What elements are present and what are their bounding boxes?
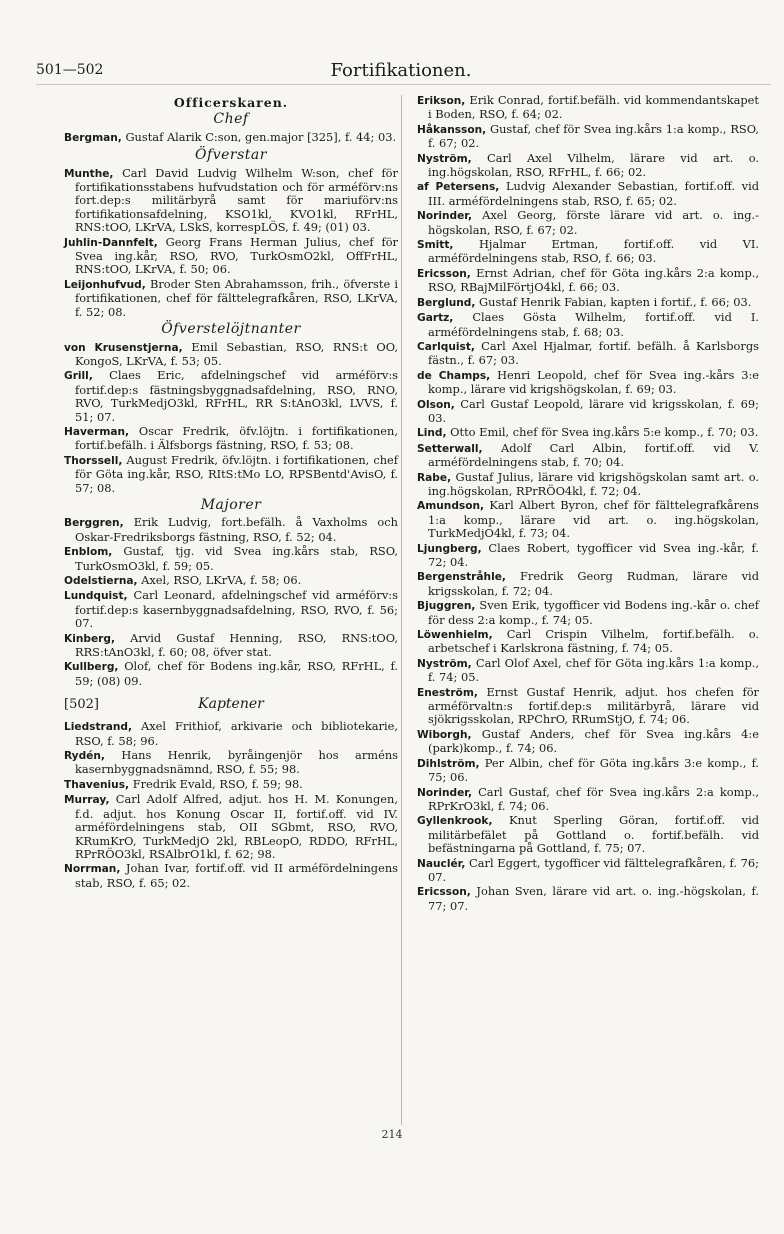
officer-entry [64,589,398,630]
officer-surname: Olson, [417,398,455,411]
officer-details: Axel Frithiof, arkivarie och bibliotekarie, RSO, f. 58; 96. [75,719,398,748]
officer-details: Henri Leopold, chef för Svea ing.-kårs 3:e komp., lärare vid krigshögskolan, f. 69; 03. [428,367,760,397]
page-ref-marker: [502] [64,697,99,713]
officer-entry [417,628,759,656]
officer-surname: Leijonhufvud, [64,278,146,291]
officer-surname: Kullberg, [64,661,119,674]
officer-entry [64,574,398,588]
officer-entry [417,599,759,627]
header-rule [36,84,771,85]
rank-heading: Kaptener [198,696,264,713]
officer-surname: Setterwall, [417,442,483,455]
officer-details: Claes Eric, afdelningschef vid arméförv:s fortif.dep:s fästningsbyggnadsafdelning, RSO, RNO, RVO, TurkMedjO3kl, RFrHL, RR S:tAnO3kl, LVVS, f. 51; 07. [75,368,399,424]
officer-surname: Ljungberg, [417,542,482,555]
officer-entry [417,471,759,499]
officer-details: Carl Axel Vilhelm, lärare vid art. o. ing.högskolan, RSO, RFrHL, f. 66; 02. [428,150,759,180]
officer-entry [417,757,759,785]
officer-entry [417,369,759,397]
officer-details: Arvid Gustaf Henning, RSO, RNS:tOO, RRS:tAnO3kl, f. 60; 08, öfver stat. [75,630,398,660]
column-divider [401,95,402,1125]
officer-entry [64,778,398,792]
officer-details: Carl Eggert, tygofficer vid fälttelegrafkåren, f. 76; 07. [428,855,759,884]
officer-details: Georg Frans Herman Julius, chef för Svea ing.kår, RSO, RVO, TurkOsmO2kl, OffFrHL, RNS:tOO, LKrVA, f. 50; 06. [75,234,398,277]
officer-entry [64,660,398,688]
officer-surname: Nauclér, [417,857,466,870]
officer-entry [64,454,398,495]
officer-surname: af Petersens, [417,181,500,194]
officer-surname: Enblom, [64,546,113,559]
officer-surname: Wiborgh, [417,728,472,741]
officer-details: Ludvig Alexander Sebastian, fortif.off. vid III. arméfördelningens stab, RSO, f. 65; 02. [428,179,760,208]
officer-entry [417,657,759,685]
officer-entry [417,238,759,266]
officer-details: Gustaf Julius, lärare vid krigshögskolan samt art. o. ing.högskolan, RPrRÖO4kl, f. 72; 04. [428,469,759,498]
officer-surname: Smitt, [417,239,454,252]
officer-entry [417,209,759,237]
officer-surname: von Krusenstjerna, [64,341,183,354]
officer-entry [417,728,759,756]
officer-entry [417,340,759,368]
officer-details: Claes Robert, tygofficer vid Svea ing.-kår, f. 72; 04. [428,540,759,569]
rank-heading: Majorer [200,496,262,513]
officer-details: Carl Axel Hjalmar, fortif. befälh. å Karlsborgs fästn., f. 67; 03. [428,338,759,368]
right-column [417,94,759,914]
rank-heading: Öfverstelöjtnanter [161,321,301,338]
officer-entry [64,632,398,660]
rank-heading-row [64,696,398,716]
officer-surname: Gyllenkrook, [417,815,493,828]
officer-entry [64,341,398,369]
officer-entry [64,516,398,544]
officer-entry [64,425,398,453]
officer-details: Hans Henrik, byråingenjör hos arméns kasernbyggnadsnämnd, RSO, f. 55; 98. [75,748,398,777]
officer-details: Erik Ludvig, fort.befälh. å Vaxholms och Oskar-Fredriksborgs fästning, RSO, f. 52; 04. [75,515,398,544]
rank-heading: Chef [213,111,249,128]
officer-entry [64,236,398,277]
officer-surname: Liedstrand, [64,721,133,734]
officer-entry [417,499,759,540]
officer-details: Adolf Carl Albin, fortif.off. vid V. arméfördelningens stab, f. 70; 04. [428,440,759,470]
officer-entry [64,131,398,145]
officer-details: Gustaf Anders, chef för Svea ing.kårs 4:e (park)komp., f. 74; 06. [428,726,759,756]
officer-details: Carl Gustaf, chef för Svea ing.kårs 2:a komp., RPrKrO3kl, f. 74; 06. [428,784,759,813]
officer-details: Broder Sten Abrahamsson, frih., öfverste i fortifikationen, chef för fälttelegrafkåren, RSO, LKrVA, f. 52; 08. [75,276,398,319]
officer-surname: Thavenius, [64,778,130,791]
officer-entry [417,857,759,885]
officer-details: Karl Albert Byron, chef för fälttelegrafkårens 1:a komp., lärare vid art. o. ing.högskolan, TurkMedjO4kl, f. 73; 04. [428,498,760,541]
section-title: Officerskaren. [173,95,289,110]
officer-surname: Carlquist, [417,340,475,353]
officer-entry [417,94,759,122]
rank-heading: Öfverstar [195,147,267,164]
officer-surname: Norinder, [417,786,473,799]
officer-surname: Erikson, [417,95,466,107]
officer-details: Gustaf Henrik Fabian, kapten i fortif., f. 66; 03. [479,294,752,309]
officer-details: Fredrik Georg Rudman, lärare vid krigsskolan, f. 72; 04. [428,569,759,598]
officer-surname: Juhlin-Dannfelt, [64,236,158,249]
officer-details: Ernst Adrian, chef för Göta ing.kårs 2:a komp., RSO, RBajMilFörtjO4kl, f. 66; 03. [428,265,759,295]
officer-details: August Fredrik, öfv.löjtn. i fortifikationen, chef för Göta ing.kår, RSO, RItS:tMo LO, RPSBentd'AvisO, f. 57; 08. [75,452,398,495]
officer-details: Carl Olof Axel, chef för Göta ing.kårs 1:a komp., f. 74; 05. [428,655,759,685]
page-header [36,60,766,82]
officer-entry [417,570,759,598]
officer-surname: Haverman, [64,425,130,438]
officer-surname: Håkansson, [417,123,487,136]
officer-details: Hjalmar Ertman, fortif.off. vid VI. arméfördelningens stab, RSO, f. 66; 03. [428,237,760,266]
officer-details: Emil Sebastian, RSO, RNS:t OO, KongoS, LKrVA, f. 53; 05. [75,339,399,368]
officer-surname: Rabe, [417,471,452,484]
officer-entry [417,786,759,814]
officer-details: Carl David Ludvig Wilhelm W:son, chef för fortifikationsstabens hufvudstation och för arméförv:ns fort.dep:s militärbyrå samt för mariuförv:ns fortifikationsafdelning, KSO1kl, KVO1kl, RFrHL, RNS:tOO, LKrVA, LSkS, korrespLÖS, f. 49; (01) 03. [75,165,398,235]
officer-entry [417,885,759,913]
officer-surname: Rydén, [64,750,105,763]
officer-surname: Norinder, [417,210,473,223]
officer-surname: Grill, [64,370,93,383]
officer-details: Gustaf, chef för Svea ing.kårs 1:a komp., RSO, f. 67; 02. [428,121,759,151]
officer-details: Ernst Gustaf Henrik, adjut. hos chefen för arméförvaltn:s fortif.dep:s militärbyrå, lärare vid sjökrigsskolan, RPChrO, RRumStjO, f. 74; 06. [428,684,760,727]
officer-surname: Bergman, [64,131,122,144]
officer-details: Knut Sperling Göran, fortif.off. vid militärbefälet på Gottland o. fortif.befälh. vid befästningarna på Gottland, f. 75; 07. [428,813,759,856]
officer-surname: Munthe, [64,167,114,180]
page-title: Fortifikationen. [330,60,472,81]
officer-entry [64,545,398,573]
officer-details: Johan Ivar, fortif.off. vid II arméfördelningens stab, RSO, f. 65; 02. [75,861,399,890]
officer-surname: Kinberg, [64,632,115,645]
officer-entry [417,426,759,440]
page-ref: 501—502 [36,62,104,78]
officer-entry [417,311,759,339]
officer-surname: Norrman, [64,863,121,876]
officer-details: Fredrik Evald, RSO, f. 59; 98. [132,776,303,791]
officer-entry [64,167,398,235]
officer-entry [417,442,759,470]
officer-details: Carl Adolf Alfred, adjut. hos H. M. Konungen, f.d. adjut. hos Konung Oscar II, fortif.off. vid IV. arméfördelningens stab, OII SGbmt, RSO, RVO, KRumKrO, TurkMedjO 2kl, RBLeopO, RDDO, RFrHL, RPrRÖO3kl, RSAlbrO1kl, f. 62; 98. [75,792,398,861]
officer-details: Oscar Fredrik, öfv.löjtn. i fortifikationen, fortif.befälh. i Älfsborgs fästning, RSO, f. 53; 08. [75,423,398,453]
officer-details: Olof, chef för Bodens ing.kår, RSO, RFrHL, f. 59; (08) 09. [75,659,398,688]
officer-entry [417,152,759,180]
officer-details: Claes Gösta Wilhelm, fortif.off. vid I. arméfördelningens stab, f. 68; 03. [428,310,759,339]
officer-details: Otto Emil, chef för Svea ing.kårs 5:e komp., f. 70; 03. [450,425,759,440]
officer-entry [417,814,759,855]
officer-details: Gustaf, tjg. vid Svea ing.kårs stab, RSO, TurkOsmO3kl, f. 59; 05. [75,544,398,573]
officer-entry [417,296,759,310]
officer-details: Carl Crispin Vilhelm, fortif.befälh. o. arbetschef i Karlskrona fästning, f. 74; 05. [428,627,759,656]
officer-surname: Lind, [417,427,447,440]
officer-surname: Dihlström, [417,757,480,770]
officer-surname: Ericsson, [417,267,471,280]
officer-details: Sven Erik, tygofficer vid Bodens ing.-kår o. chef för dess 2:a komp., f. 74; 05. [428,598,759,627]
officer-entry [64,793,398,861]
officer-surname: Nyström, [417,657,472,670]
officer-surname: Thorssell, [64,454,123,467]
officer-surname: Eneström, [417,686,478,699]
officer-details: Axel Georg, förste lärare vid art. o. ing.-högskolan, RSO, f. 67; 02. [428,208,760,237]
officer-surname: Berggren, [64,517,124,530]
officer-entry [417,542,759,570]
officer-surname: Odelstierna, [64,575,138,587]
officer-entry [417,686,759,727]
officer-surname: Bergenstråhle, [417,571,506,584]
officer-surname: Nyström, [417,152,472,165]
officer-details: Gustaf Alarik C:son, gen.major [325], f. 44; 03. [125,129,397,144]
officer-details: Johan Sven, lärare vid art. o. ing.-högskolan, f. 77; 07. [428,884,759,913]
officer-entry [64,749,398,777]
officer-surname: Murray, [64,794,110,807]
officer-entry [417,123,759,151]
officer-surname: Löwenhielm, [417,629,493,642]
officer-entry [64,369,398,424]
officer-details: Per Albin, chef för Göta ing.kårs 3:e komp., f. 75; 06. [428,755,759,785]
officer-entry [417,180,759,208]
officer-details: Axel, RSO, LKrVA, f. 58; 06. [141,573,302,587]
officer-details: Erik Conrad, fortif.befälh. vid kommendantskapet i Boden, RSO, f. 64; 02. [428,93,760,122]
page-number: 214 [381,1128,403,1141]
officer-entry [64,278,398,319]
officer-entry [417,398,759,426]
left-column [64,94,398,891]
officer-surname: Lundquist, [64,590,128,603]
officer-surname: Gartz, [417,312,454,325]
officer-surname: Ericsson, [417,886,471,899]
officer-surname: Berglund, [417,296,476,309]
officer-details: Carl Gustaf Leopold, lärare vid krigsskolan, f. 69; 03. [428,396,759,425]
officer-surname: Amundson, [417,500,485,513]
officer-surname: Bjuggren, [417,600,476,613]
officer-entry [64,720,398,748]
officer-entry [64,862,398,890]
officer-entry [417,267,759,295]
officer-surname: de Champs, [417,369,491,382]
officer-details: Carl Leonard, afdelningschef vid arméförv:s fortif.dep:s kasernbyggnadsafdelning, RSO, RVO, f. 56; 07. [75,588,398,631]
